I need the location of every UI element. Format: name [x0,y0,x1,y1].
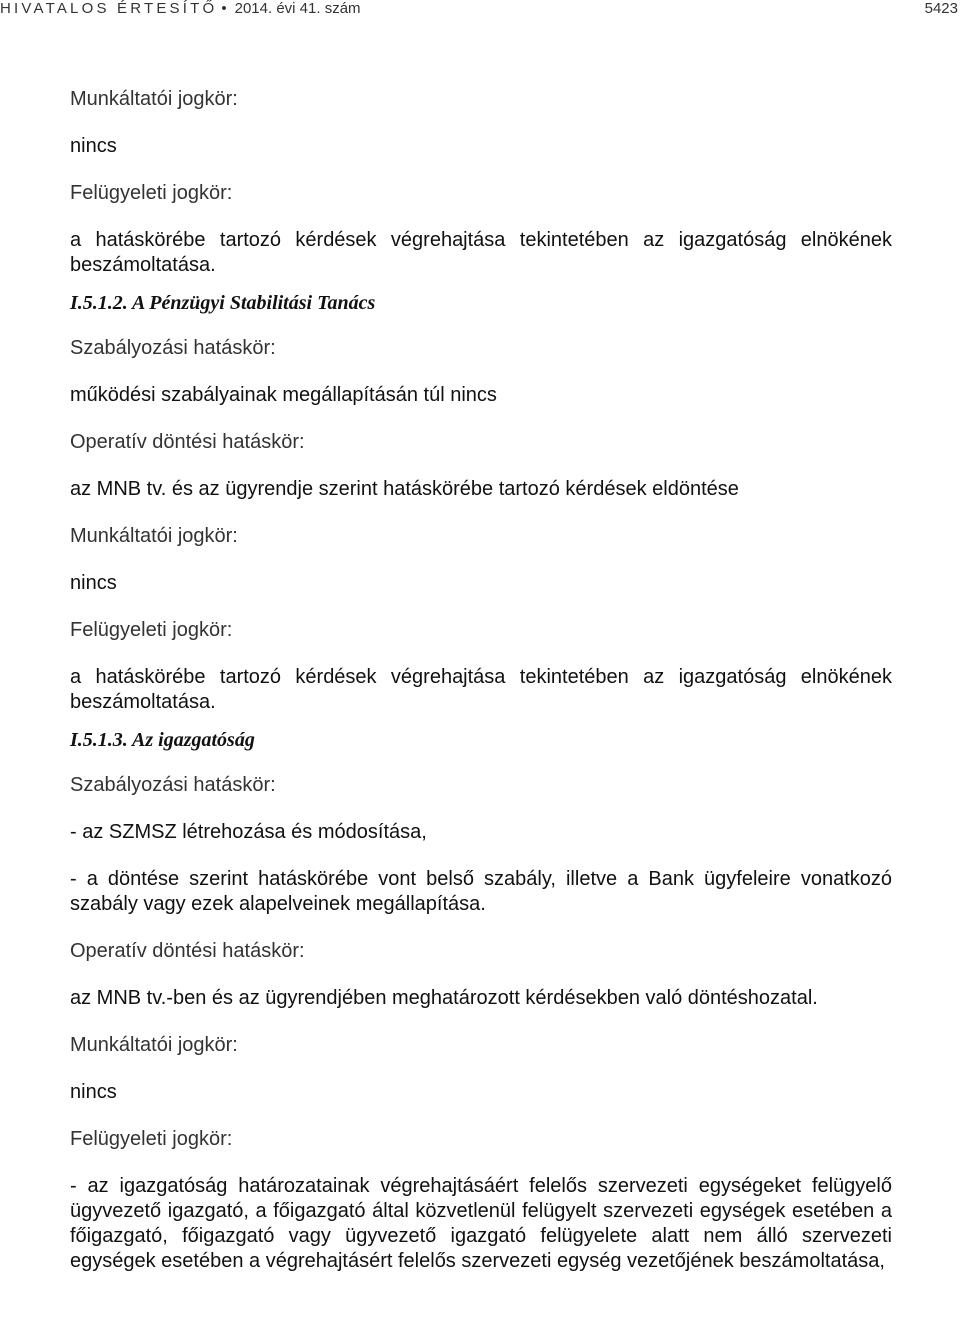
label-szabalyozasi-hataskor: Szabályozási hatáskör: [70,337,276,359]
value-text: a hatáskörébe tartozó kérdések végrehajtása tekintetében az igazgatóság elnökének beszámoltatása. [70,666,892,713]
label-operativ-dontesi-hataskor: Operatív döntési hatáskör: [70,940,305,962]
label-felugyeleti-jogkor: Felügyeleti jogkör: [70,619,233,641]
page-header [0,0,960,22]
value-text: nincs [70,1081,117,1103]
value-text: az MNB tv. és az ügyrendje szerint hatáskörébe tartozó kérdések eldöntése [70,478,739,500]
publication-title [0,0,361,17]
page-number: 5423 [924,0,958,17]
section-heading: I.5.1.3. Az igazgatóság [70,729,255,751]
bullet-separator: • [221,0,227,17]
label-munkaltatoi-jogkor: Munkáltatói jogkör: [70,1034,238,1056]
label-felugyeleti-jogkor: Felügyeleti jogkör: [70,182,233,204]
value-text: - a döntése szerint hatáskörébe vont belső szabály, illetve a Bank ügyfeleire vonatkozó szabály vagy ezek alapelveinek megállapítása. [70,868,892,915]
document-body [70,87,892,1296]
issue-number: 2014. évi 41. szám [234,0,361,17]
value-text: nincs [70,135,117,157]
label-munkaltatoi-jogkor: Munkáltatói jogkör: [70,525,238,547]
value-text: az MNB tv.-ben és az ügyrendjében meghatározott kérdésekben való döntéshozatal. [70,987,818,1009]
value-text: - az igazgatóság határozatainak végrehajtásáért felelős szervezeti egységeket felügyelő ügyvezető igazgató, a főigazgató által közvetlenül felügyelt szervezeti egységek esetében a főigazgató, főigazgató vagy ügyvezető igazgató felügyelete alatt nem álló szervezeti egységek esetében a végrehajtásért felelős szervezeti egység vezetőjének beszámoltatása, [70,1175,892,1272]
value-text: működési szabályainak megállapításán túl nincs [70,384,497,406]
value-text: a hatáskörébe tartozó kérdések végrehajtása tekintetében az igazgatóság elnökének beszámoltatása. [70,229,892,276]
value-text: - az SZMSZ létrehozása és módosítása, [70,821,427,843]
section-heading: I.5.1.2. A Pénzügyi Stabilitási Tanács [70,292,376,314]
label-felugyeleti-jogkor: Felügyeleti jogkör: [70,1128,233,1150]
label-szabalyozasi-hataskor: Szabályozási hatáskör: [70,774,276,796]
publication-name: HIVATALOS ÉRTESÍTŐ [0,0,218,17]
value-text: nincs [70,572,117,594]
label-operativ-dontesi-hataskor: Operatív döntési hatáskör: [70,431,305,453]
label-munkaltatoi-jogkor: Munkáltatói jogkör: [70,88,238,110]
